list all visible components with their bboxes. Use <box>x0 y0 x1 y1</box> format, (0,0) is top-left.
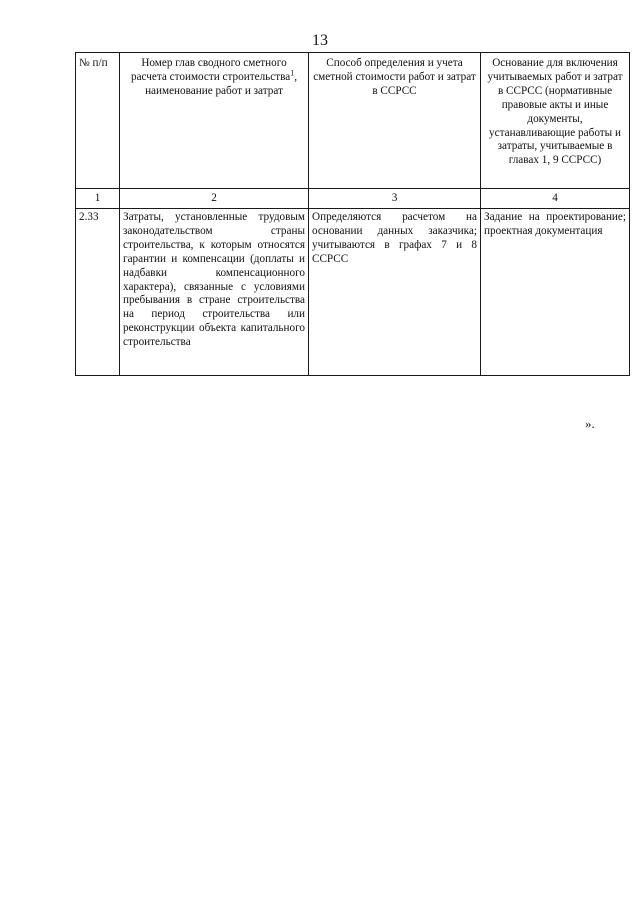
page-number: 13 <box>312 32 328 49</box>
header-method: Способ определения и учета сметной стоимости работ и затрат в ССРСС <box>309 53 481 189</box>
column-index-row <box>76 189 630 209</box>
row-method: Определяются расчетом на основании данных заказчика; учитываются в графах 7 и 8 ССРСС <box>309 209 481 376</box>
footnote-marker: 1 <box>290 68 295 78</box>
header-number: № п/п <box>76 53 120 189</box>
header-basis: Основание для включения учитываемых работ и затрат в ССРСС (нормативные правовые акты и иные документы, устанавливающие работы и затраты, учитываемые в главах 1, 9 ССРСС) <box>481 53 630 189</box>
column-index: 1 <box>76 189 120 209</box>
header-chapter-name-text: Номер глав сводного сметного расчета стоимости строительства <box>130 57 291 83</box>
table-row <box>76 209 630 376</box>
row-basis: Задание на проектирование; проектная документация <box>481 209 630 376</box>
column-index: 2 <box>120 189 309 209</box>
row-number: 2.33 <box>76 209 120 376</box>
table-header-row <box>76 53 630 189</box>
closing-quote-mark: ». <box>585 416 595 431</box>
column-index: 4 <box>481 189 630 209</box>
column-index: 3 <box>309 189 481 209</box>
row-name: Затраты, установленные трудовым законодательством страны строительства, к которым относятся гарантии и компенсации (доплаты и надбавки компенсационного характера), связанные с условиями пребывания в стране строительства на период строительства или реконструкции объекта капитального строительства <box>120 209 309 376</box>
cost-estimate-table <box>75 52 630 376</box>
header-chapter-name <box>120 53 309 189</box>
header-chapter-name-tail: , наименование работ и затрат <box>145 70 298 97</box>
